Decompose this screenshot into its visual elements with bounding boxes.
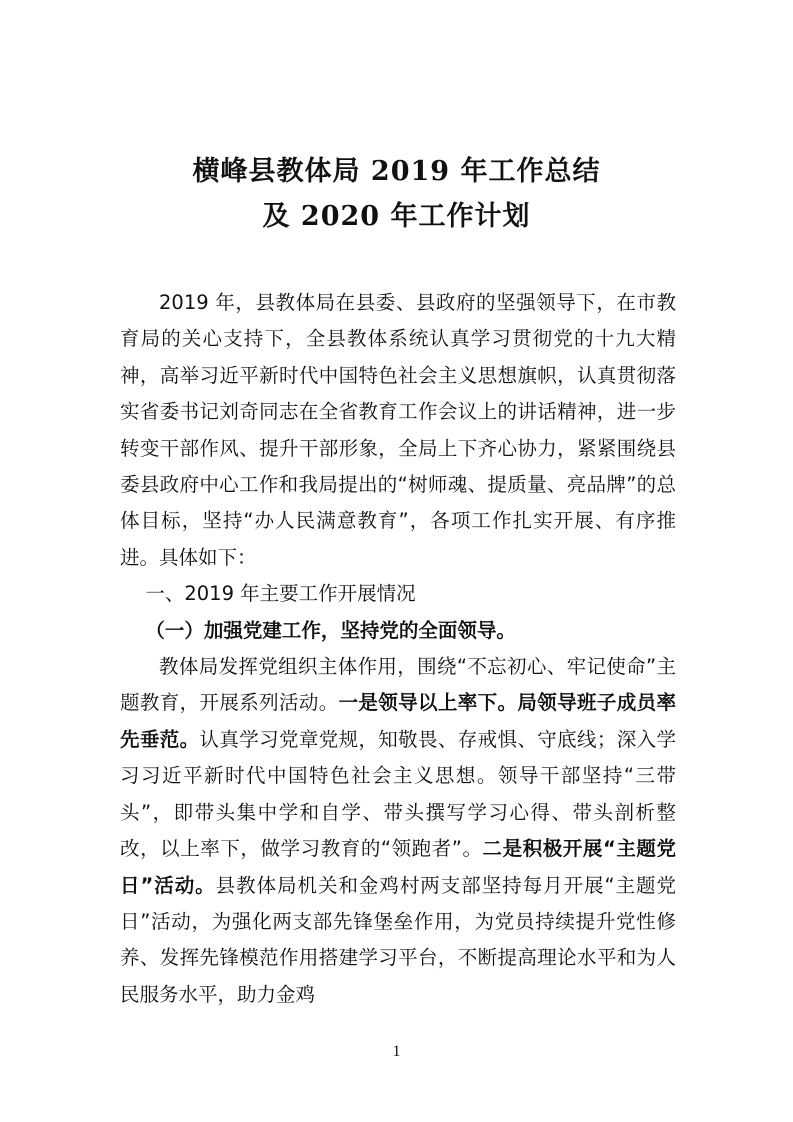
document-body <box>120 285 676 1013</box>
paragraph-text: 认真学习党章党规，知敬畏、存戒惧、守底线；深入学习习近平新时代中国特色社会主义思想。领导干部坚持“三带头”，即带头集中学和自学、带头撰写学习心得、带头剖析整改，以上率下，做学习教育的“领跑者”。 <box>120 727 676 861</box>
party-building-paragraph <box>120 649 676 1013</box>
bold-lead-point-one: 一是领导以上率下。局领导班子成员率先垂范。 <box>120 691 676 751</box>
bold-lead-point-two: 二是积极开展“主题党日”活动。 <box>120 837 676 897</box>
subsection-heading: （一）加强党建工作，坚持党的全面领导。 <box>145 618 516 642</box>
document-title-line2: 及 2020 年工作计划 <box>262 201 531 232</box>
paragraph-text: 教体局发挥党组织主体作用，围绕“不忘初心、牢记使命”主题教育，开展系列活动。 <box>120 655 676 715</box>
intro-paragraph: 2019 年，县教体局在县委、县政府的坚强领导下，在市教育局的关心支持下，全县教体系统认真学习贯彻党的十九大精神，高举习近平新时代中国特色社会主义思想旗帜，认真贯彻落实省委书记刘奇同志在全省教育工作会议上的讲话精神，进一步转变干部作风、提升干部形象，全局上下齐心协力，紧紧围绕县委县政府中心工作和我局提出的“树师魂、提质量、亮品牌”的总体目标，坚持“办人民满意教育”，各项工作扎实开展、有序推进。具体如下： <box>120 291 676 569</box>
page-number: 1 <box>392 1043 401 1060</box>
section-heading: 一、2019 年主要工作开展情况 <box>145 582 416 606</box>
paragraph-text: 县教体局机关和金鸡村两支部坚持每月开展“主题党日”活动，为强化两支部先锋堡垒作用，为党员持续提升党性修养、发挥先锋模范作用搭建学习平台，不断提高理论水平和为人民服务水平，助力金鸡 <box>120 873 676 1006</box>
document-title-line1: 横峰县教体局 2019 年工作总结 <box>192 156 601 187</box>
